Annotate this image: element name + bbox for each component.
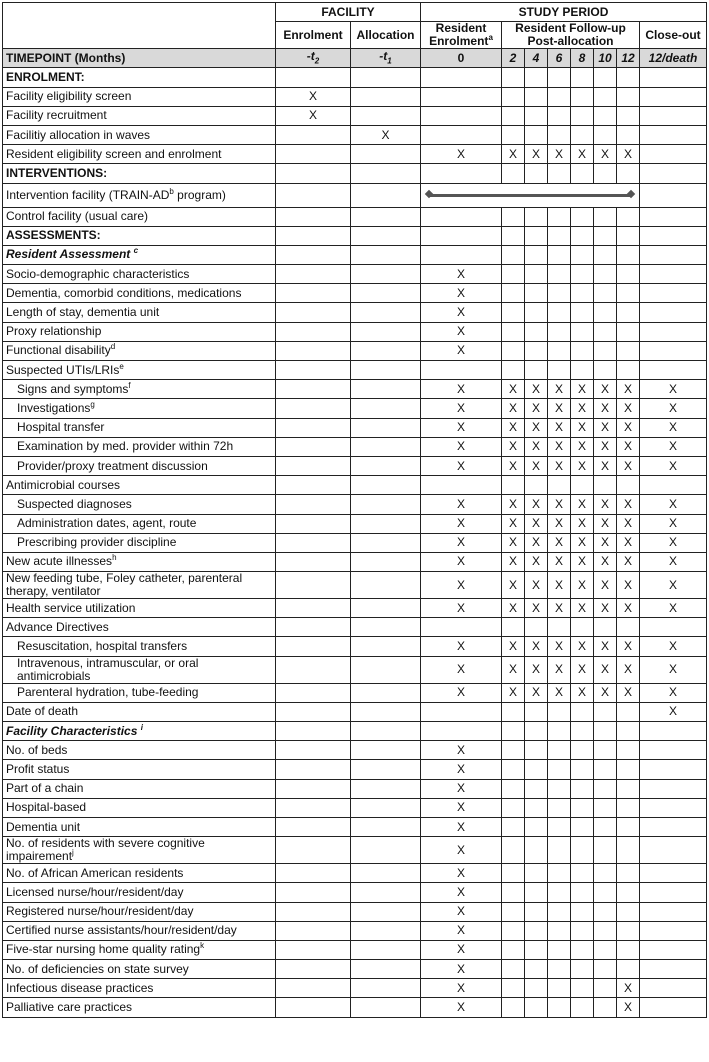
mark: X bbox=[548, 145, 571, 164]
mark: X bbox=[502, 572, 525, 599]
mark: X bbox=[502, 656, 525, 683]
table-row bbox=[3, 572, 707, 599]
table-row bbox=[3, 760, 707, 779]
mark: X bbox=[617, 998, 640, 1017]
row-label: Date of death bbox=[3, 702, 276, 721]
table-row bbox=[3, 798, 707, 817]
row-label-sup: f bbox=[128, 380, 131, 390]
mark: X bbox=[421, 760, 502, 779]
table-row bbox=[3, 418, 707, 437]
row-label bbox=[3, 361, 276, 380]
timepoint-enrol-t: -t bbox=[306, 48, 315, 63]
study-period-header: STUDY PERIOD bbox=[421, 3, 707, 22]
timepoint-row bbox=[3, 49, 707, 68]
row-label-text: No. of residents with severe cognitive impairement bbox=[6, 836, 205, 864]
table-row bbox=[3, 683, 707, 702]
row-label bbox=[3, 341, 276, 360]
followup-line1: Resident Follow-up bbox=[515, 21, 626, 36]
resident-enrolment-sup: a bbox=[488, 33, 493, 43]
mark: X bbox=[594, 399, 617, 418]
mark: X bbox=[421, 637, 502, 656]
mark: X bbox=[502, 514, 525, 533]
mark: X bbox=[640, 456, 707, 475]
table-row bbox=[3, 514, 707, 533]
mark: X bbox=[617, 437, 640, 456]
table-row bbox=[3, 618, 707, 637]
mark: X bbox=[502, 456, 525, 475]
row-label: No. of deficiencies on state survey bbox=[3, 960, 276, 979]
row-label: Antimicrobial courses bbox=[3, 476, 276, 495]
row-label bbox=[3, 183, 276, 207]
mark: X bbox=[548, 637, 571, 656]
intervention-label-pre: Intervention facility (TRAIN-AD bbox=[6, 187, 170, 202]
mark: X bbox=[594, 495, 617, 514]
header-blank bbox=[3, 3, 276, 49]
table-row bbox=[3, 106, 707, 125]
timepoint-m6: 6 bbox=[548, 49, 571, 68]
mark: X bbox=[525, 456, 548, 475]
row-label: Health service utilization bbox=[3, 599, 276, 618]
mark: X bbox=[640, 437, 707, 456]
row-label-text: Suspected UTIs/LRIs bbox=[6, 362, 120, 377]
resident-assessment-sup: c bbox=[133, 246, 139, 256]
mark: X bbox=[502, 599, 525, 618]
row-label: Profit status bbox=[3, 760, 276, 779]
mark: X bbox=[502, 533, 525, 552]
timepoint-alloc-t: -t bbox=[379, 48, 388, 63]
row-label: Facility eligibility screen bbox=[3, 87, 276, 106]
mark: X bbox=[502, 145, 525, 164]
mark: X bbox=[571, 418, 594, 437]
mark: X bbox=[640, 495, 707, 514]
table-row bbox=[3, 437, 707, 456]
mark: X bbox=[571, 456, 594, 475]
mark: X bbox=[276, 87, 351, 106]
table-row bbox=[3, 207, 707, 226]
table-row bbox=[3, 702, 707, 721]
row-label bbox=[3, 380, 276, 399]
table-row bbox=[3, 921, 707, 940]
table-row bbox=[3, 552, 707, 571]
mark: X bbox=[548, 552, 571, 571]
header-row-1 bbox=[3, 3, 707, 22]
row-label-sup: h bbox=[112, 553, 117, 563]
row-label: Intravenous, intramuscular, or oral antimicrobials bbox=[3, 656, 276, 683]
mark: X bbox=[617, 399, 640, 418]
row-label-text: Five-star nursing home quality rating bbox=[6, 942, 201, 957]
row-label: Prescribing provider discipline bbox=[3, 533, 276, 552]
subsection-facility-characteristics bbox=[3, 722, 707, 741]
table-row bbox=[3, 599, 707, 618]
mark: X bbox=[617, 145, 640, 164]
row-label: Suspected diagnoses bbox=[3, 495, 276, 514]
row-label: Dementia unit bbox=[3, 817, 276, 836]
mark: X bbox=[571, 514, 594, 533]
row-label: Advance Directives bbox=[3, 618, 276, 637]
mark: X bbox=[421, 418, 502, 437]
facility-characteristics-title: Facility Characteristics bbox=[6, 723, 141, 738]
mark: X bbox=[571, 399, 594, 418]
section-enrolment-label: ENROLMENT: bbox=[3, 68, 276, 87]
resident-enrolment-header bbox=[421, 22, 502, 49]
mark: X bbox=[640, 683, 707, 702]
mark: X bbox=[594, 514, 617, 533]
table-row bbox=[3, 779, 707, 798]
mark: X bbox=[421, 940, 502, 959]
mark: X bbox=[594, 683, 617, 702]
mark: X bbox=[617, 637, 640, 656]
table-row bbox=[3, 533, 707, 552]
mark: X bbox=[617, 380, 640, 399]
table-row bbox=[3, 341, 707, 360]
mark: X bbox=[421, 599, 502, 618]
mark: X bbox=[571, 572, 594, 599]
row-label: Examination by med. provider within 72h bbox=[3, 437, 276, 456]
mark: X bbox=[594, 552, 617, 571]
timepoint-alloc bbox=[351, 49, 421, 68]
table-row bbox=[3, 902, 707, 921]
mark: X bbox=[640, 572, 707, 599]
row-label: Provider/proxy treatment discussion bbox=[3, 456, 276, 475]
mark: X bbox=[617, 456, 640, 475]
table-row bbox=[3, 656, 707, 683]
mark: X bbox=[502, 380, 525, 399]
mark: X bbox=[421, 837, 502, 864]
mark: X bbox=[421, 883, 502, 902]
mark: X bbox=[421, 921, 502, 940]
mark: X bbox=[502, 552, 525, 571]
followup-header bbox=[502, 22, 640, 49]
mark: X bbox=[548, 533, 571, 552]
row-label: Hospital-based bbox=[3, 798, 276, 817]
timepoint-m4: 4 bbox=[525, 49, 548, 68]
table-row bbox=[3, 883, 707, 902]
table-row bbox=[3, 495, 707, 514]
table-row bbox=[3, 380, 707, 399]
subsection-label bbox=[3, 722, 276, 741]
mark: X bbox=[421, 341, 502, 360]
mark: X bbox=[421, 979, 502, 998]
mark: X bbox=[502, 637, 525, 656]
row-label-sup: k bbox=[200, 941, 205, 951]
mark: X bbox=[276, 106, 351, 125]
timepoint-m10: 10 bbox=[594, 49, 617, 68]
mark: X bbox=[421, 514, 502, 533]
mark: X bbox=[617, 572, 640, 599]
mark: X bbox=[351, 125, 421, 144]
mark: X bbox=[640, 514, 707, 533]
mark: X bbox=[525, 572, 548, 599]
resident-assessment-title: Resident Assessment bbox=[6, 247, 134, 262]
mark: X bbox=[617, 979, 640, 998]
mark: X bbox=[548, 656, 571, 683]
mark: X bbox=[525, 437, 548, 456]
mark: X bbox=[421, 456, 502, 475]
row-label: Length of stay, dementia unit bbox=[3, 303, 276, 322]
mark: X bbox=[525, 495, 548, 514]
mark: X bbox=[571, 145, 594, 164]
mark: X bbox=[594, 456, 617, 475]
mark: X bbox=[548, 437, 571, 456]
row-label: Resident eligibility screen and enrolment bbox=[3, 145, 276, 164]
mark: X bbox=[571, 637, 594, 656]
mark: X bbox=[594, 418, 617, 437]
mark: X bbox=[594, 533, 617, 552]
mark: X bbox=[421, 656, 502, 683]
mark: X bbox=[421, 572, 502, 599]
mark: X bbox=[421, 817, 502, 836]
mark: X bbox=[594, 437, 617, 456]
mark: X bbox=[525, 637, 548, 656]
row-label-sup: e bbox=[119, 361, 124, 371]
mark: X bbox=[617, 656, 640, 683]
timepoint-enrol-sub: 2 bbox=[314, 55, 320, 65]
row-label: Socio-demographic characteristics bbox=[3, 265, 276, 284]
row-label: Administration dates, agent, route bbox=[3, 514, 276, 533]
mark: X bbox=[502, 495, 525, 514]
mark: X bbox=[502, 683, 525, 702]
mark: X bbox=[421, 552, 502, 571]
mark: X bbox=[548, 399, 571, 418]
enrolment-header: Enrolment bbox=[276, 22, 351, 49]
mark: X bbox=[617, 552, 640, 571]
facility-header: FACILITY bbox=[276, 3, 421, 22]
table-row bbox=[3, 817, 707, 836]
section-enrolment bbox=[3, 68, 707, 87]
row-label: Hospital transfer bbox=[3, 418, 276, 437]
mark: X bbox=[571, 380, 594, 399]
table-row bbox=[3, 476, 707, 495]
mark: X bbox=[617, 533, 640, 552]
double-arrow-icon bbox=[429, 194, 631, 197]
mark: X bbox=[421, 960, 502, 979]
mark: X bbox=[525, 656, 548, 683]
mark: X bbox=[571, 437, 594, 456]
followup-line2: Post-allocation bbox=[527, 34, 614, 49]
section-interventions-label: INTERVENTIONS: bbox=[3, 164, 276, 183]
mark: X bbox=[640, 399, 707, 418]
mark: X bbox=[421, 864, 502, 883]
row-label bbox=[3, 837, 276, 864]
mark: X bbox=[594, 656, 617, 683]
intervention-sup: b bbox=[169, 186, 174, 196]
mark: X bbox=[421, 145, 502, 164]
mark: X bbox=[548, 456, 571, 475]
row-label: No. of African American residents bbox=[3, 864, 276, 883]
table-row bbox=[3, 303, 707, 322]
table-row bbox=[3, 741, 707, 760]
row-label bbox=[3, 552, 276, 571]
table-row bbox=[3, 979, 707, 998]
mark: X bbox=[548, 683, 571, 702]
section-assessments bbox=[3, 226, 707, 245]
mark: X bbox=[421, 265, 502, 284]
row-label: Proxy relationship bbox=[3, 322, 276, 341]
mark: X bbox=[421, 399, 502, 418]
row-label-sup: d bbox=[110, 342, 116, 352]
section-assessments-label: ASSESSMENTS: bbox=[3, 226, 276, 245]
mark: X bbox=[594, 380, 617, 399]
closeout-header: Close-out bbox=[640, 22, 707, 49]
mark: X bbox=[525, 418, 548, 437]
mark: X bbox=[640, 380, 707, 399]
mark: X bbox=[548, 380, 571, 399]
mark: X bbox=[640, 702, 707, 721]
table-row bbox=[3, 322, 707, 341]
table-row bbox=[3, 183, 707, 207]
mark: X bbox=[617, 514, 640, 533]
mark: X bbox=[594, 599, 617, 618]
mark: X bbox=[640, 533, 707, 552]
mark: X bbox=[502, 418, 525, 437]
table-row bbox=[3, 456, 707, 475]
row-label: Control facility (usual care) bbox=[3, 207, 276, 226]
mark: X bbox=[502, 399, 525, 418]
mark: X bbox=[421, 437, 502, 456]
table-row bbox=[3, 940, 707, 959]
table-row bbox=[3, 87, 707, 106]
mark: X bbox=[525, 514, 548, 533]
table-row bbox=[3, 284, 707, 303]
mark: X bbox=[548, 514, 571, 533]
timepoint-label: TIMEPOINT (Months) bbox=[3, 49, 276, 68]
row-label: Facilitiy allocation in waves bbox=[3, 125, 276, 144]
table-row bbox=[3, 998, 707, 1017]
table-row bbox=[3, 361, 707, 380]
row-label: Resuscitation, hospital transfers bbox=[3, 637, 276, 656]
row-label: Dementia, comorbid conditions, medications bbox=[3, 284, 276, 303]
table-row bbox=[3, 145, 707, 164]
row-label: New feeding tube, Foley catheter, parenteral therapy, ventilator bbox=[3, 572, 276, 599]
mark: X bbox=[421, 533, 502, 552]
row-label: Licensed nurse/hour/resident/day bbox=[3, 883, 276, 902]
mark: X bbox=[617, 495, 640, 514]
row-label-sup: j bbox=[72, 848, 74, 858]
mark: X bbox=[548, 495, 571, 514]
table-row bbox=[3, 864, 707, 883]
row-label: Part of a chain bbox=[3, 779, 276, 798]
timepoint-m12: 12 bbox=[617, 49, 640, 68]
mark: X bbox=[640, 656, 707, 683]
mark: X bbox=[548, 418, 571, 437]
resident-enrolment-label: Resident Enrolment bbox=[429, 21, 489, 49]
row-label bbox=[3, 940, 276, 959]
row-label-sup: g bbox=[90, 399, 95, 409]
spirit-schedule-table bbox=[2, 2, 707, 1018]
table-row bbox=[3, 125, 707, 144]
mark: X bbox=[617, 418, 640, 437]
row-label-text: Investigations bbox=[17, 400, 91, 415]
mark: X bbox=[421, 798, 502, 817]
mark: X bbox=[421, 303, 502, 322]
row-label: Facility recruitment bbox=[3, 106, 276, 125]
mark: X bbox=[525, 145, 548, 164]
row-label bbox=[3, 399, 276, 418]
mark: X bbox=[525, 380, 548, 399]
mark: X bbox=[421, 495, 502, 514]
mark: X bbox=[548, 599, 571, 618]
row-label-text: New acute illnesses bbox=[6, 554, 113, 569]
mark: X bbox=[502, 437, 525, 456]
mark: X bbox=[548, 572, 571, 599]
table-row bbox=[3, 637, 707, 656]
mark: X bbox=[571, 495, 594, 514]
table-row bbox=[3, 265, 707, 284]
row-label: No. of beds bbox=[3, 741, 276, 760]
mark: X bbox=[571, 656, 594, 683]
mark: X bbox=[421, 741, 502, 760]
timepoint-alloc-sub: 1 bbox=[387, 55, 392, 65]
row-label: Registered nurse/hour/resident/day bbox=[3, 902, 276, 921]
mark: X bbox=[525, 683, 548, 702]
mark: X bbox=[421, 322, 502, 341]
mark: X bbox=[525, 399, 548, 418]
subsection-resident-assessment bbox=[3, 245, 707, 264]
timepoint-m8: 8 bbox=[571, 49, 594, 68]
mark: X bbox=[421, 683, 502, 702]
row-label: Palliative care practices bbox=[3, 998, 276, 1017]
timepoint-close: 12/death bbox=[640, 49, 707, 68]
mark: X bbox=[421, 380, 502, 399]
row-label-text: Functional disability bbox=[6, 343, 111, 358]
mark: X bbox=[617, 683, 640, 702]
mark: X bbox=[525, 599, 548, 618]
intervention-span-arrow bbox=[421, 183, 640, 207]
mark: X bbox=[571, 533, 594, 552]
mark: X bbox=[571, 552, 594, 571]
mark: X bbox=[421, 779, 502, 798]
timepoint-m2: 2 bbox=[502, 49, 525, 68]
mark: X bbox=[617, 599, 640, 618]
mark: X bbox=[571, 599, 594, 618]
table-row bbox=[3, 399, 707, 418]
mark: X bbox=[421, 998, 502, 1017]
mark: X bbox=[525, 552, 548, 571]
mark: X bbox=[640, 637, 707, 656]
facility-characteristics-sup: i bbox=[140, 722, 143, 732]
timepoint-enrol bbox=[276, 49, 351, 68]
mark: X bbox=[421, 902, 502, 921]
timepoint-m0: 0 bbox=[421, 49, 502, 68]
row-label: Parenteral hydration, tube-feeding bbox=[3, 683, 276, 702]
table-row bbox=[3, 837, 707, 864]
mark: X bbox=[571, 683, 594, 702]
mark: X bbox=[525, 533, 548, 552]
mark: X bbox=[421, 284, 502, 303]
intervention-label-post: program) bbox=[173, 187, 226, 202]
mark: X bbox=[594, 145, 617, 164]
mark: X bbox=[640, 552, 707, 571]
section-interventions bbox=[3, 164, 707, 183]
row-label-text: Signs and symptoms bbox=[17, 381, 129, 396]
subsection-label bbox=[3, 245, 276, 264]
mark: X bbox=[640, 418, 707, 437]
mark: X bbox=[594, 637, 617, 656]
row-label: Infectious disease practices bbox=[3, 979, 276, 998]
row-label: Certified nurse assistants/hour/resident/day bbox=[3, 921, 276, 940]
table-row bbox=[3, 960, 707, 979]
mark: X bbox=[640, 599, 707, 618]
allocation-header: Allocation bbox=[351, 22, 421, 49]
mark: X bbox=[594, 572, 617, 599]
